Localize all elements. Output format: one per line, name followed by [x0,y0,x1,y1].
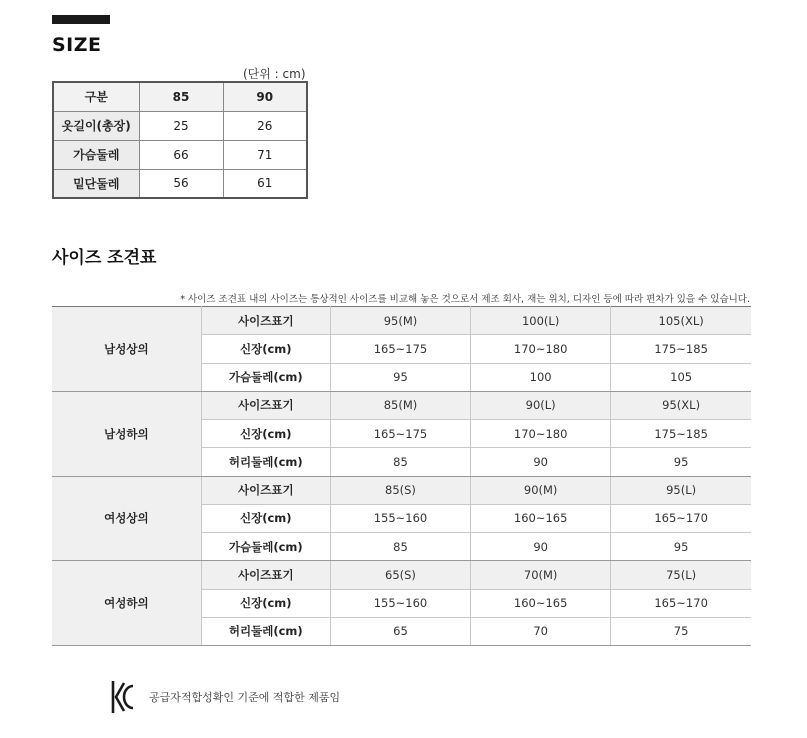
cell: 170~180 [471,335,611,363]
cell: 70 [471,617,611,645]
header-cell: 90 [223,82,307,111]
group-label: 남성상의 [52,307,201,392]
group-label: 남성하의 [52,391,201,476]
table-row [52,307,751,335]
cell: 100(L) [471,307,611,335]
size-chart-table [52,306,751,646]
cell: 90 [471,448,611,476]
table-row [53,111,307,140]
cell: 85(M) [330,391,470,419]
cell: 175~185 [611,420,751,448]
row-label: 가슴둘레(cm) [201,363,330,391]
row-label: 사이즈표기 [201,476,330,504]
group-label: 여성하의 [52,561,201,646]
cell: 105(XL) [611,307,751,335]
cell: 95(M) [330,307,470,335]
row-label: 신장(cm) [201,589,330,617]
cell: 170~180 [471,420,611,448]
unit-note: (단위 : cm) [243,67,306,81]
row-label: 가슴둘레(cm) [201,533,330,561]
cell: 165~170 [611,504,751,532]
cell: 56 [139,169,223,198]
cell: 95 [611,533,751,561]
row-label: 밑단둘레 [53,169,139,198]
row-label: 가슴둘레 [53,140,139,169]
kc-text: 공급자적합성확인 기준에 적합한 제품임 [149,691,341,704]
cell: 165~170 [611,589,751,617]
row-label: 사이즈표기 [201,391,330,419]
cell: 66 [139,140,223,169]
cell: 85 [330,448,470,476]
cell: 95 [330,363,470,391]
cell: 175~185 [611,335,751,363]
cell: 100 [471,363,611,391]
kc-mark-icon [111,679,135,715]
size-title: SIZE [52,34,102,56]
row-label: 신장(cm) [201,504,330,532]
accent-bar [52,15,62,24]
chart-note: * 사이즈 조견표 내의 사이즈는 통상적인 사이즈를 비교해 놓은 것으로서 제조 회사, 재는 위치, 디자인 등에 따라 편차가 있을 수 있습니다. [180,294,750,305]
cell: 90 [471,533,611,561]
cell: 95 [611,448,751,476]
cell: 65(S) [330,561,470,589]
cell: 165~175 [330,335,470,363]
kc-certification [111,679,340,715]
table-row [52,561,751,589]
cell: 26 [223,111,307,140]
cell: 160~165 [471,589,611,617]
cell: 85 [330,533,470,561]
cell: 90(M) [471,476,611,504]
cell: 165~175 [330,420,470,448]
row-label: 허리둘레(cm) [201,617,330,645]
row-label: 사이즈표기 [201,307,330,335]
row-label: 신장(cm) [201,420,330,448]
cell: 25 [139,111,223,140]
cell: 75(L) [611,561,751,589]
row-label: 신장(cm) [201,335,330,363]
cell: 160~165 [471,504,611,532]
cell: 155~160 [330,504,470,532]
size-table-header [53,82,307,111]
cell: 85(S) [330,476,470,504]
cell: 105 [611,363,751,391]
table-row [52,476,751,504]
cell: 70(M) [471,561,611,589]
chart-title: 사이즈 조견표 [52,248,157,268]
table-row [53,140,307,169]
cell: 75 [611,617,751,645]
cell: 155~160 [330,589,470,617]
group-label: 여성상의 [52,476,201,561]
cell: 90(L) [471,391,611,419]
table-row [53,169,307,198]
cell: 61 [223,169,307,198]
table-row [52,391,751,419]
row-label: 허리둘레(cm) [201,448,330,476]
row-label: 사이즈표기 [201,561,330,589]
cell: 71 [223,140,307,169]
header-cell: 구분 [53,82,139,111]
row-label: 옷길이(총장) [53,111,139,140]
cell: 65 [330,617,470,645]
size-table [52,81,308,199]
cell: 95(L) [611,476,751,504]
cell: 95(XL) [611,391,751,419]
header-cell: 85 [139,82,223,111]
